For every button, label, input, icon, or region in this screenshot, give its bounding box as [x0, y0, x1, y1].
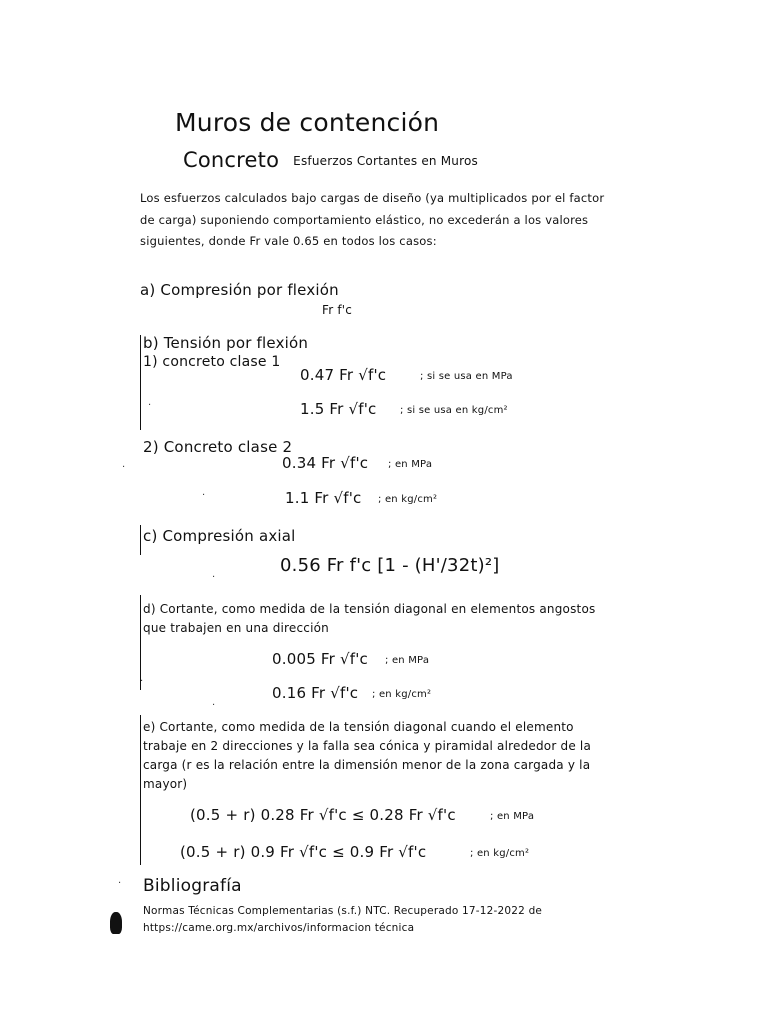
section-b2-formula-kg: 1.1 Fr √f'c: [285, 489, 362, 507]
page-subtitle: [183, 150, 478, 171]
intro-paragraph: Los esfuerzos calculados bajo cargas de diseño (ya multiplicados por el factor de carga) suponiendo comportamiento elástico, no excederán a los valores siguientes, donde Fr vale 0.65 en todos los casos:: [140, 191, 605, 248]
scan-mark: ·: [212, 572, 216, 583]
section-c-label: c) Compresión axial: [143, 527, 296, 545]
section-b-bracket: [140, 335, 141, 430]
page-title: Muros de contención: [175, 108, 440, 137]
section-e-note-kg: ; en kg/cm²: [470, 848, 530, 859]
scan-mark: ·: [148, 400, 152, 411]
section-e-bracket: [140, 715, 141, 865]
section-e-label: e) Cortante, como medida de la tensión diagonal cuando el elemento trabaje en 2 direcciones y la falla sea cónica y piramidal alrededor de la carga (r es la relación entre la dimensión menor de la zona cargada y la mayor): [143, 720, 592, 791]
section-b-label: b) Tensión por flexión: [143, 334, 309, 352]
section-b1-note-kg: ; si se usa en kg/cm²: [400, 405, 508, 416]
scan-mark: ·: [122, 462, 126, 473]
section-d-label: d) Cortante, como medida de la tensión diagonal en elementos angostos que trabajen en una dirección: [143, 602, 596, 635]
section-a-label: a) Compresión por flexión: [140, 281, 339, 299]
section-a-formula: Fr f'c: [322, 303, 353, 317]
section-b1-label: 1) concreto clase 1: [143, 354, 281, 370]
section-b2-formula-mpa: 0.34 Fr √f'c: [282, 454, 369, 472]
section-c-bracket: [140, 525, 141, 555]
section-b1-formula-mpa: 0.47 Fr √f'c: [300, 366, 387, 384]
scan-smudge: [110, 912, 122, 934]
subtitle-note: Esfuerzos Cortantes en Muros: [293, 154, 478, 168]
scan-mark: ·: [140, 676, 144, 687]
bibliography-text: Normas Técnicas Complementarias (s.f.) NTC. Recuperado 17-12-2022 de https://came.org.mx/archivos/informacion técnica: [143, 905, 543, 934]
section-e-formula-mpa: (0.5 + r) 0.28 Fr √f'c ≤ 0.28 Fr √f'c: [190, 806, 456, 824]
scan-mark: ·: [212, 700, 216, 711]
bibliography-title: Bibliografía: [143, 876, 242, 896]
section-d-note-kg: ; en kg/cm²: [372, 689, 432, 700]
section-e-note-mpa: ; en MPa: [490, 811, 535, 822]
subtitle-main: Concreto: [183, 148, 280, 172]
section-d-note-mpa: ; en MPa: [385, 655, 430, 666]
section-d-formula-mpa: 0.005 Fr √f'c: [272, 650, 368, 668]
scan-mark: ·: [118, 878, 122, 889]
section-b2-note-kg: ; en kg/cm²: [378, 494, 438, 505]
section-b2-note-mpa: ; en MPa: [388, 459, 433, 470]
section-c-formula: 0.56 Fr f'c [1 - (H'/32t)²]: [280, 555, 500, 576]
section-b1-note-mpa: ; si se usa en MPa: [420, 371, 513, 382]
scan-mark: ·: [202, 490, 206, 501]
section-b1-formula-kg: 1.5 Fr √f'c: [300, 400, 377, 418]
section-b2-label: 2) Concreto clase 2: [143, 438, 293, 456]
section-d-formula-kg: 0.16 Fr √f'c: [272, 684, 359, 702]
section-e-formula-kg: (0.5 + r) 0.9 Fr √f'c ≤ 0.9 Fr √f'c: [180, 843, 427, 861]
